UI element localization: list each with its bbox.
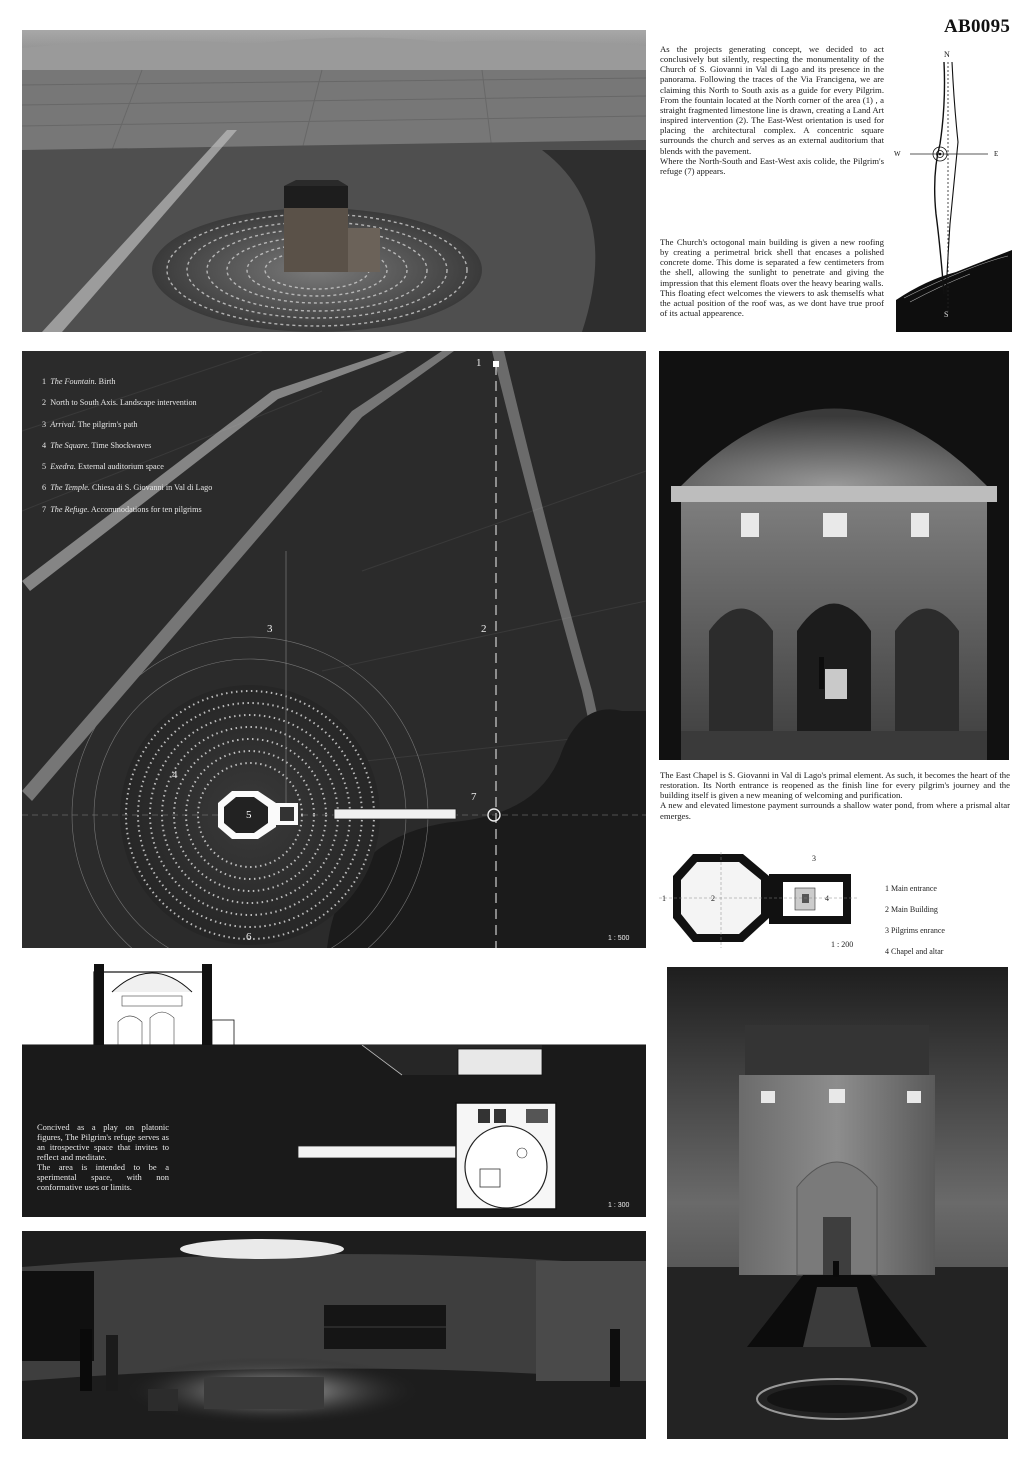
site-plan-scale: 1 : 500 bbox=[608, 935, 630, 942]
legend-item: 7 The Refuge. Accommodations for ten pilgrims bbox=[42, 504, 202, 514]
chapel-floor-plan bbox=[659, 852, 859, 948]
plan-label-6: 6 bbox=[246, 931, 252, 943]
legend-item: 1 The Fountain. Birth bbox=[42, 377, 116, 386]
compass-south-label: S bbox=[944, 310, 949, 319]
refuge-paragraph-2: The area is intended to be a sperimental space, with non conformative uses or limits. bbox=[37, 1162, 169, 1192]
roof-paragraph-2: This floating efect welcomes the viewers to ask themselfs what the actual position of the roof was, as we dont have true proof of its actual appearence. bbox=[660, 287, 884, 319]
chapel-floor-plan-drawing bbox=[659, 852, 859, 948]
compass-east-label: E bbox=[994, 150, 999, 158]
church-exterior-illustration bbox=[667, 967, 1008, 1439]
chapel-paragraph-2: A new and elevated limestone payment surrounds a shallow water pond, from where a prismal altar emerges. bbox=[660, 800, 1010, 821]
chapel-legend bbox=[885, 878, 945, 962]
refuge-interior-illustration bbox=[22, 1231, 646, 1439]
chapel-paragraph: The East Chapel is S. Giovanni in Val di Lago's primal element. As such, it becomes the heart of the restoration. Its North entrance is reopened as the finish line for every pilgrim's journey and the building itself is given a new meaning of welcoming and purification. bbox=[660, 770, 1010, 801]
plan-label-4: 4 bbox=[172, 769, 178, 781]
aerial-photo bbox=[22, 30, 646, 332]
legend-item: 6 The Temple. Chiesa di S. Giovanni in Val di Lago bbox=[42, 483, 213, 493]
compass-drawing bbox=[896, 44, 1012, 332]
chapel-plan-label-3: 3 bbox=[812, 854, 816, 863]
church-exterior-render bbox=[667, 967, 1008, 1439]
chapel-plan-label-1: 1 bbox=[662, 894, 666, 903]
chapel-legend-item: 2 Main Building bbox=[885, 905, 938, 914]
plan-label-1: 1 bbox=[476, 357, 482, 369]
chapel-text-block bbox=[660, 770, 1010, 821]
church-interior-illustration bbox=[659, 351, 1009, 760]
compass-north-label: N bbox=[944, 50, 950, 59]
chapel-legend-item: 1 Main entrance bbox=[885, 884, 937, 893]
chapel-plan-scale: 1 : 200 bbox=[831, 940, 854, 949]
plan-label-7: 7 bbox=[471, 791, 477, 803]
plan-label-3: 3 bbox=[267, 623, 273, 635]
legend-item: 4 The Square. Time Shockwaves bbox=[42, 440, 152, 450]
plan-label-2: 2 bbox=[481, 623, 487, 635]
legend-item: 2 North to South Axis. Landscape intervention bbox=[42, 398, 197, 408]
plan-label-5: 5 bbox=[246, 809, 252, 821]
refuge-text-block bbox=[37, 1122, 169, 1192]
chapel-plan-label-4: 4 bbox=[825, 894, 829, 903]
refuge-interior-render bbox=[22, 1231, 646, 1439]
chapel-legend-item: 3 Pilgrims enrance bbox=[885, 926, 945, 935]
roof-paragraph: The Church's octogonal main building is given a new roofing by creating a perimetral brick shell that encases a polished concrete dome. This dome is separated a few centimeters from the shell, allowing the sunlight to penetrate and giving the impression that this element floats over the heavy bearing walls. bbox=[660, 237, 884, 288]
aerial-photo-illustration bbox=[22, 30, 646, 332]
intro-paragraph-2: Where the North-South and East-West axis colide, the Pilgrim's refuge (7) appears. bbox=[660, 155, 884, 176]
chapel-legend-item: 4 Chapel and altar bbox=[885, 947, 944, 956]
church-interior-render bbox=[659, 351, 1009, 760]
intro-text-block bbox=[660, 44, 884, 176]
project-code: AB0095 bbox=[944, 16, 1011, 37]
refuge-paragraph: Concived as a play on platonic figures, The Pilgrim's refuge serves as an itrospective space that invites to reflect and meditate. bbox=[37, 1122, 169, 1162]
site-legend bbox=[42, 371, 212, 520]
chapel-plan-label-2: 2 bbox=[711, 894, 715, 903]
section-and-refuge-plan bbox=[22, 962, 646, 1217]
intro-paragraph: As the projects generating concept, we decided to act conclusively but silently, respecting the monumentality of the Church of S. Giovanni in Val di Lago and its presence in the panorama. Following the traces of the Via Francigena, we are claiming this North to South axis as a guide for every Pilgrim. From the fountain located at the North corner of the area (1) , a straight fragmented limestone line is drawn, creating a Land Art inspired intervention (2). The East-West orientation is used for placing the architectural complex. A concentric square surrounds the church and serves as an external auditorium that blends with the pavement. bbox=[660, 44, 884, 156]
church-section-drawing bbox=[22, 962, 646, 1045]
site-plan bbox=[22, 351, 646, 948]
compass-west-label: W bbox=[894, 150, 901, 158]
roof-text-block bbox=[660, 237, 884, 318]
compass-diagram bbox=[896, 44, 1012, 332]
legend-item: 5 Exedra. External auditorium space bbox=[42, 462, 164, 472]
section-scale: 1 : 300 bbox=[608, 1202, 630, 1209]
legend-item: 3 Arrival. The pilgrim's path bbox=[42, 419, 138, 429]
